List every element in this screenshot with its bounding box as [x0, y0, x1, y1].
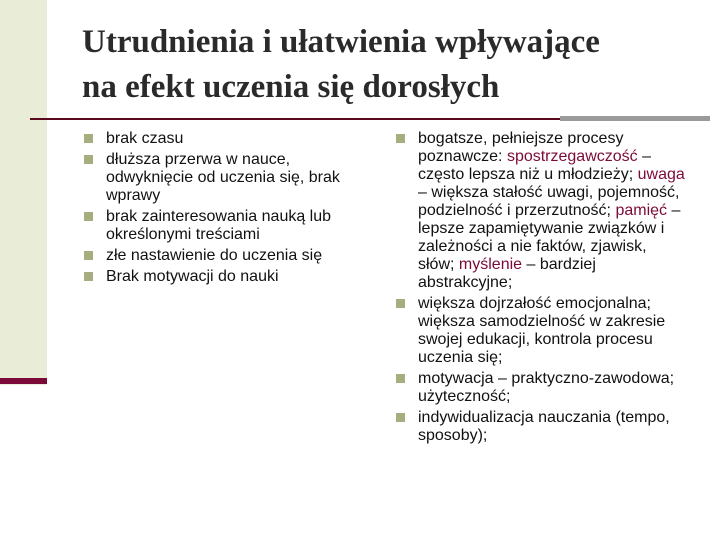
list-item-text: dłuższa przerwa w nauce, odwyknięcie od uczenia się, brak wprawy [106, 151, 340, 204]
list-item-text: motywacja – praktyczno-zawodowa; użyteczność; [418, 370, 675, 405]
square-bullet-icon [84, 212, 93, 221]
highlight-term: uwaga [637, 166, 685, 183]
text-run: – często lepsza niż u młodzieży; [418, 148, 651, 183]
highlight-term: myślenie [458, 256, 523, 273]
slide-title-line-1: Utrudnienia i ułatwienia wpływające [82, 24, 600, 60]
text-run: – bardziej abstrakcyjne; [418, 256, 596, 291]
square-bullet-icon [396, 374, 405, 383]
square-bullet-icon [84, 251, 93, 260]
square-bullet-icon [396, 134, 405, 143]
slide-title [82, 20, 702, 110]
list-item [396, 370, 686, 406]
list-item [396, 295, 686, 367]
list-item [396, 409, 686, 445]
list-item-text: indywidualizacja nauczania (tempo, sposoby); [418, 409, 670, 444]
list-item-text: brak czasu [106, 130, 184, 147]
list-item [396, 130, 686, 292]
text-run: – lepsze zapamiętywanie związków i zależności a nie faktów, zjawisk, słów; [418, 202, 681, 273]
text-run: – większa stałość uwagi, pojemność, podzielność i przerzutność; [418, 184, 680, 219]
slide-title-line-2: na efekt uczenia się dorosłych [82, 69, 500, 105]
left-bullet-list [84, 130, 364, 289]
square-bullet-icon [396, 413, 405, 422]
list-item [84, 130, 364, 148]
square-bullet-icon [396, 299, 405, 308]
list-item [84, 247, 364, 265]
list-item-text: większa dojrzałość emocjonalna; większa samodzielność w zakresie swojej edukacji, kontrola procesu uczenia się; [418, 295, 666, 366]
right-bullet-list [396, 130, 686, 448]
list-item [84, 208, 364, 244]
list-item-text: Brak motywacji do nauki [106, 268, 279, 285]
list-item-text: złe nastawienie do uczenia się [106, 247, 323, 264]
list-item-text [418, 130, 685, 291]
list-item-text: brak zainteresowania nauką lub określonymi treściami [106, 208, 332, 243]
decorative-side-stripe [0, 0, 47, 385]
square-bullet-icon [84, 134, 93, 143]
list-item [84, 268, 364, 286]
highlight-term: spostrzegawczość [506, 148, 638, 165]
decorative-side-bar [0, 378, 47, 384]
highlight-term: pamięć [615, 202, 668, 219]
text-run: bogatsze, pełniejsze procesy poznawcze: [418, 130, 624, 165]
square-bullet-icon [84, 155, 93, 164]
list-item [84, 151, 364, 205]
title-divider-accent [560, 116, 710, 121]
square-bullet-icon [84, 272, 93, 281]
